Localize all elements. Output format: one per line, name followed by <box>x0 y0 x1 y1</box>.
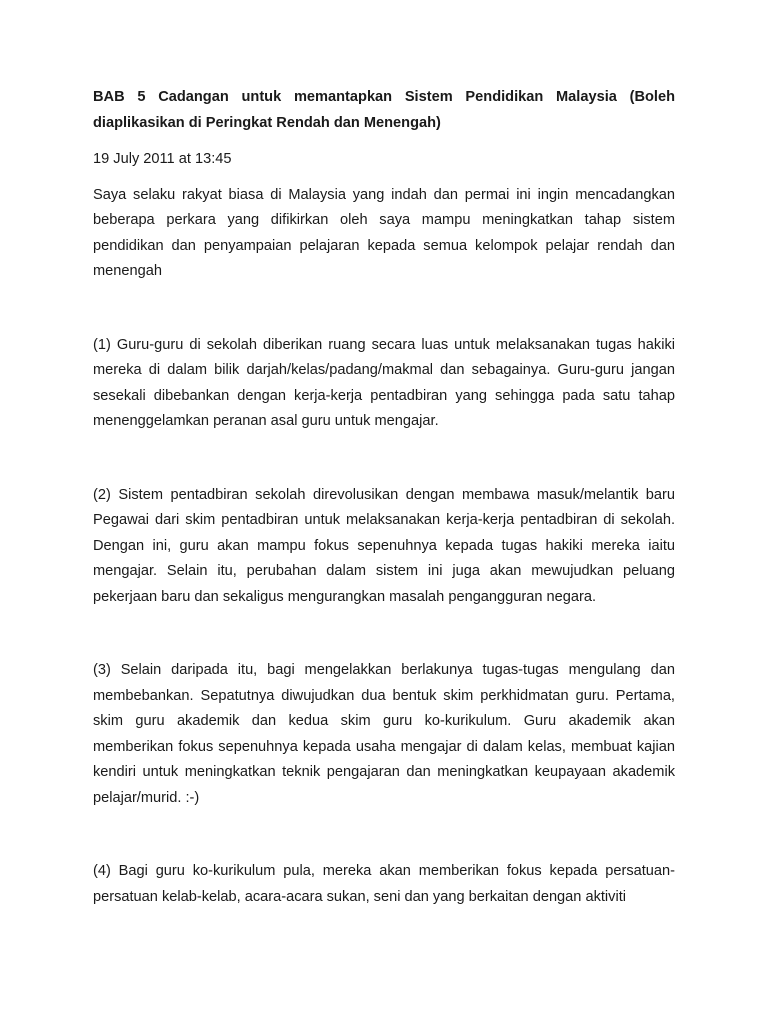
document-date: 19 July 2011 at 13:45 <box>93 151 232 167</box>
intro-paragraph: Saya selaku rakyat biasa di Malaysia yang indah dan permai ini ingin mencadangkan beberapa perkara yang difikirkan oleh saya mampu meningkatkan tahap sistem pendidikan dan penyampaian pelajaran kepada semua kelompok pelajar rendah dan menengah <box>93 186 675 279</box>
paragraph-2: (2) Sistem pentadbiran sekolah direvolusikan dengan membawa masuk/melantik baru Pegawai dari skim pentadbiran untuk melaksanakan kerja-kerja pentadbiran di sekolah. Dengan ini, guru akan mampu fokus sepenuhnya kepada tugas hakiki mereka iaitu mengajar. Selain itu, perubahan dalam sistem ini juga akan mewujudkan peluang pekerjaan baru dan sekaligus mengurangkan masalah pengangguran negara. <box>93 486 675 605</box>
paragraph-3: (3) Selain daripada itu, bagi mengelakkan berlakunya tugas-tugas mengulang dan membebankan. Sepatutnya diwujudkan dua bentuk skim perkhidmatan guru. Pertama, skim guru akademik dan kedua skim guru ko-kurikulum. Guru akademik akan memberikan fokus sepenuhnya kepada usaha mengajar di dalam kelas, membuat kajian kendiri untuk meningkatkan teknik pengajaran dan meningkatkan keupayaan akademik pelajar/murid. :-) <box>93 662 675 806</box>
document-title: BAB 5 Cadangan untuk memantapkan Sistem Pendidikan Malaysia (Boleh diaplikasikan di Peringkat Rendah dan Menengah) <box>93 89 675 131</box>
paragraph-4: (4) Bagi guru ko-kurikulum pula, mereka akan memberikan fokus kepada persatuan-persatuan kelab-kelab, acara-acara sukan, seni dan yang berkaitan dengan aktiviti <box>93 863 675 905</box>
paragraph-1: (1) Guru-guru di sekolah diberikan ruang secara luas untuk melaksanakan tugas hakiki mereka di dalam bilik darjah/kelas/padang/makmal dan sebagainya. Guru-guru jangan sesekali dibebankan dengan kerja-kerja pentadbiran yang sehingga pada satu tahap menenggelamkan peranan asal guru untuk mengajar. <box>93 336 675 429</box>
